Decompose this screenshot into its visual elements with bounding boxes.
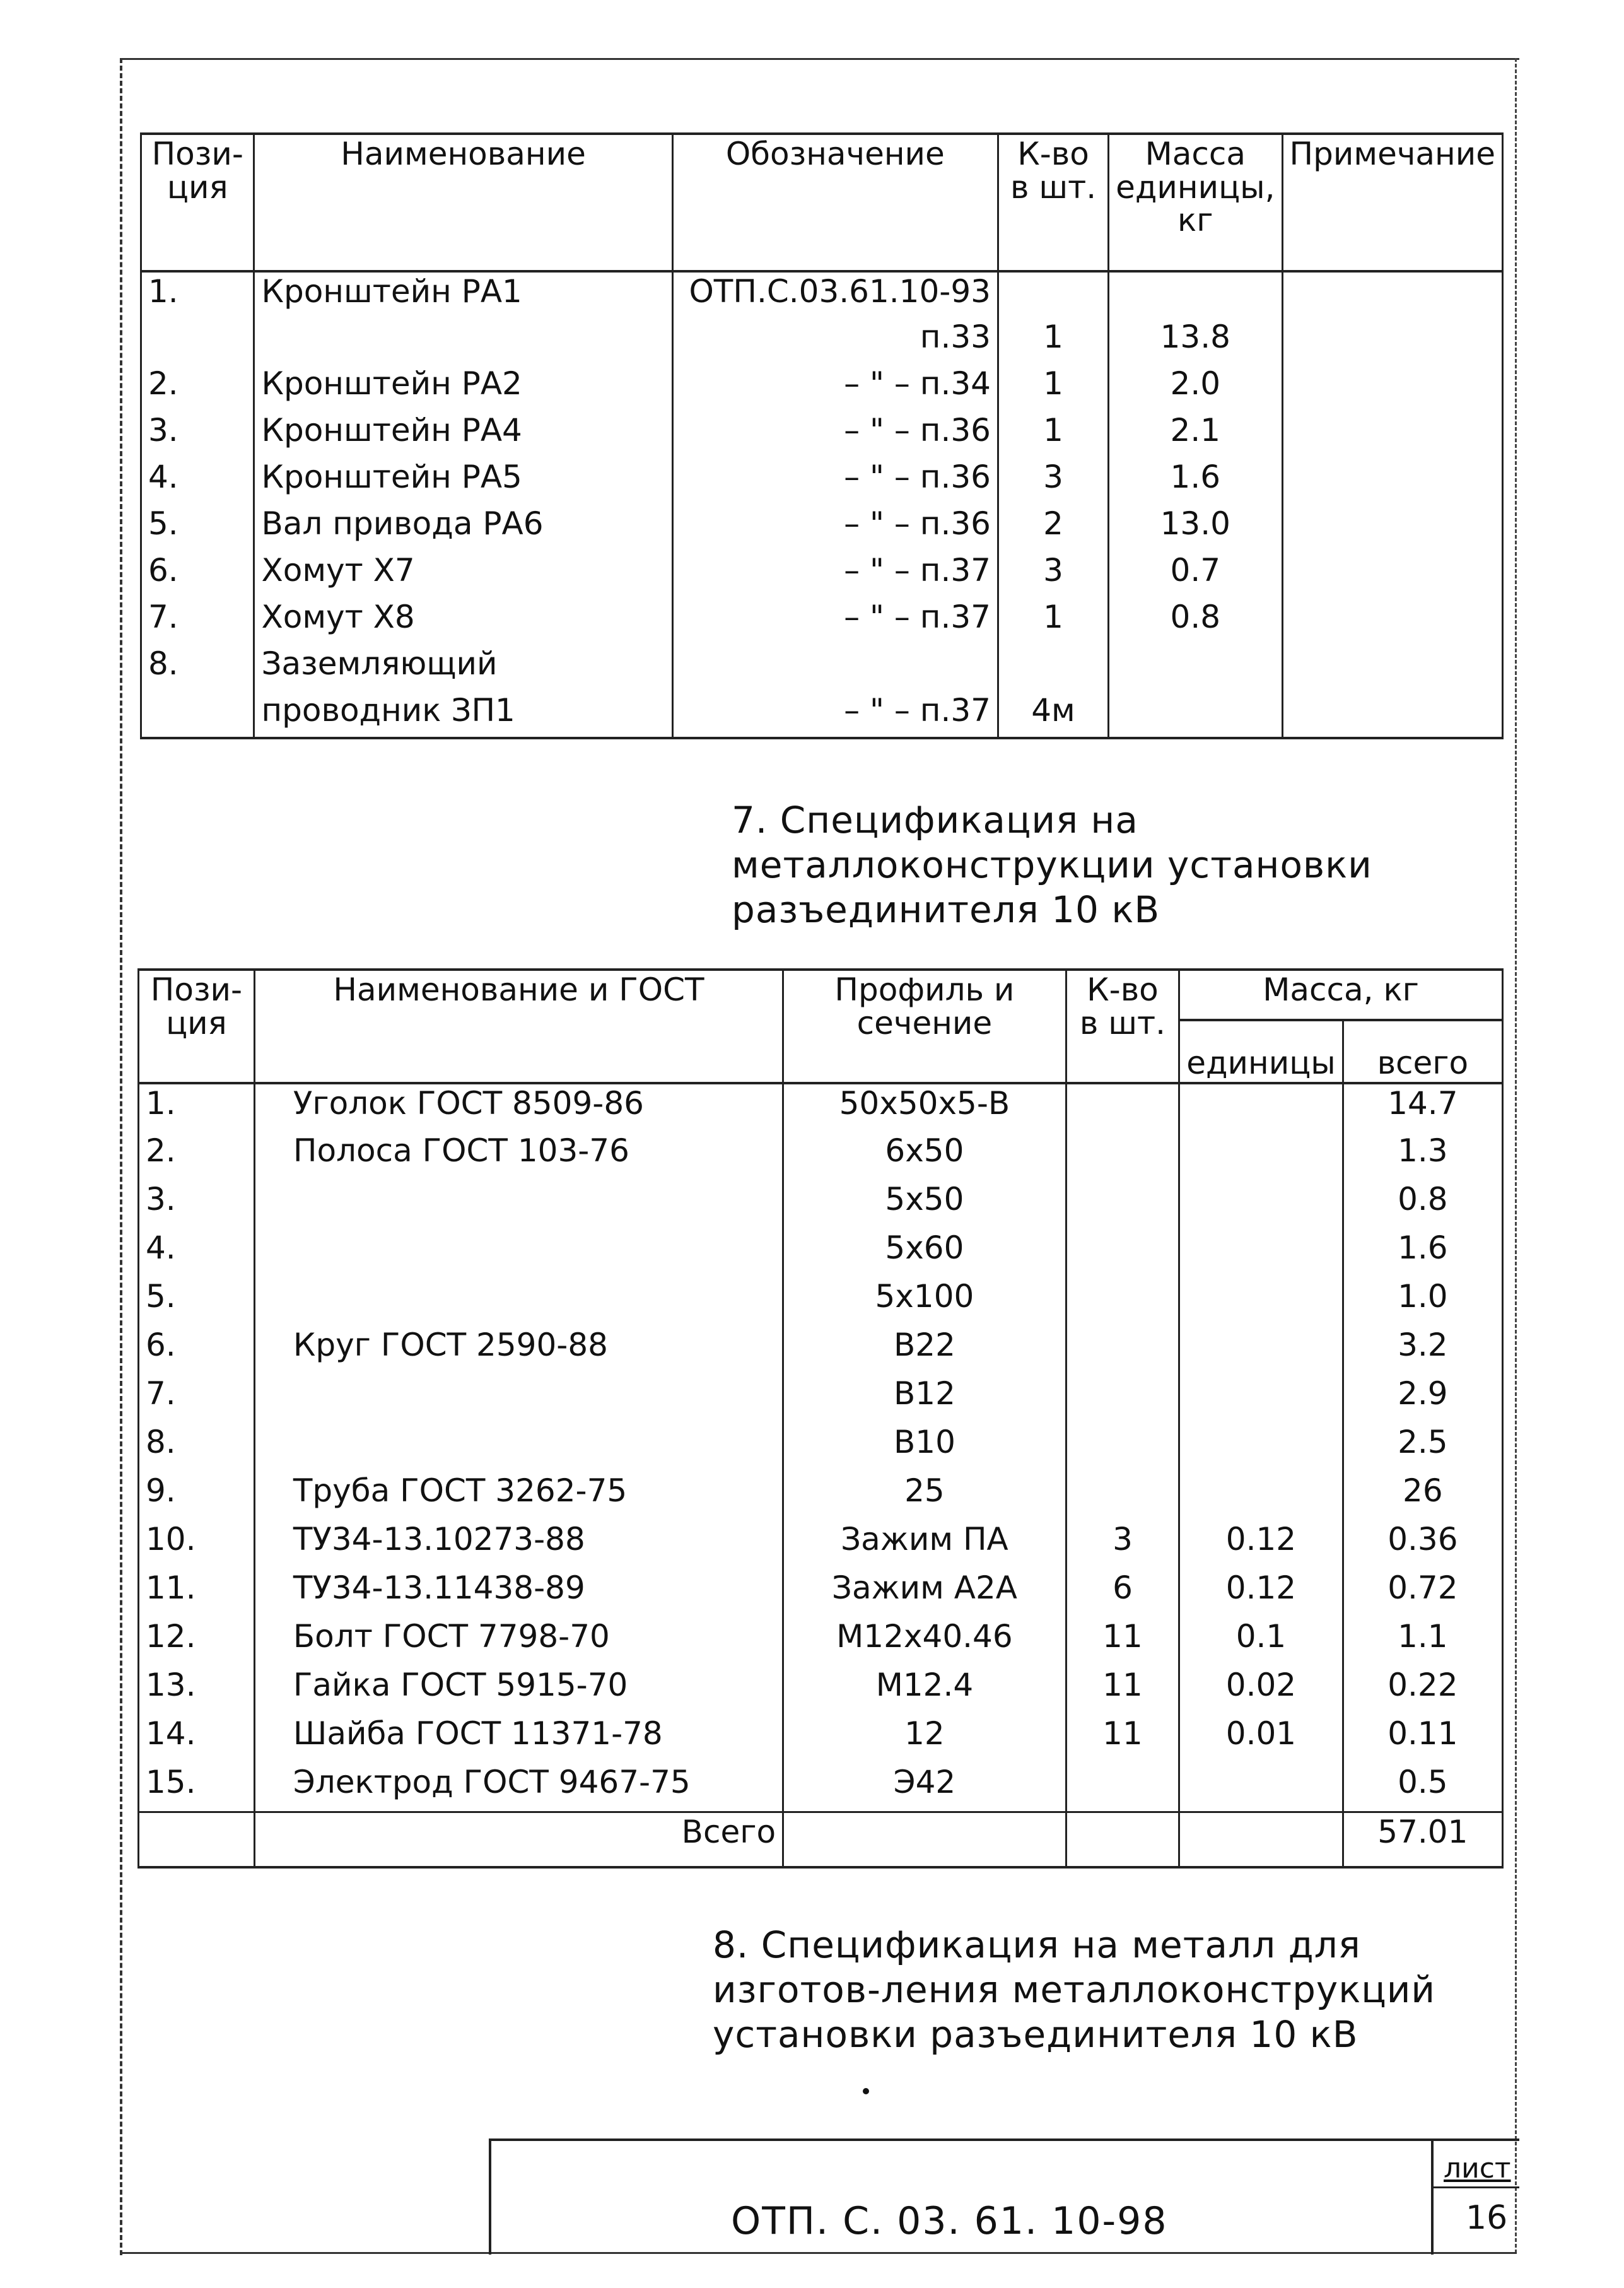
cell-note — [1282, 458, 1503, 505]
cell-quantity — [1066, 1423, 1179, 1472]
cell-profile: В12 — [783, 1375, 1066, 1423]
cell-unit-mass: 0.12 — [1179, 1520, 1343, 1569]
table-row — [141, 458, 1503, 505]
header-unit-mass: Масса единицы, кг — [1109, 134, 1282, 271]
table-row — [139, 1083, 1503, 1132]
cell-unit-mass: 13.8 — [1109, 318, 1282, 365]
cell-quantity: 1 — [998, 365, 1108, 411]
cell-quantity — [1066, 1229, 1179, 1277]
cell-total-mass: 0.72 — [1343, 1569, 1502, 1617]
table-row — [139, 1375, 1503, 1423]
table-row — [139, 1617, 1503, 1666]
cell-designation: ОТП.С.03.61.10-93 — [672, 271, 998, 318]
cell-quantity: 1 — [998, 598, 1108, 645]
cell-profile: Зажим ПА — [783, 1520, 1066, 1569]
sheet-label-underline — [1431, 2186, 1519, 2188]
cell-name: Кронштейн РА5 — [254, 458, 672, 505]
cell-unit-mass: 0.02 — [1179, 1666, 1343, 1715]
cell-designation: – " – п.36 — [672, 458, 998, 505]
cell-designation: – " – п.37 — [672, 598, 998, 645]
cell-position: 13. — [139, 1666, 255, 1715]
cell-name: Хомут Х7 — [254, 551, 672, 598]
cell-position: 7. — [139, 1375, 255, 1423]
cell-position: 1. — [139, 1083, 255, 1132]
cell-unit-mass: 2.1 — [1109, 411, 1282, 458]
cell-position: 9. — [139, 1472, 255, 1520]
cell-name: Кронштейн РА1 — [254, 271, 672, 318]
cell-name — [254, 1229, 783, 1277]
document-code: ОТП. С. 03. 61. 10-98 — [731, 2199, 1168, 2243]
table-8-caption: 8. Спецификация на металл для изготов-ления металлоконструкций установки разъединителя 10 кВ — [713, 1923, 1436, 2056]
cell-quantity: 11 — [1066, 1666, 1179, 1715]
cell-quantity — [1066, 1812, 1179, 1867]
cell-designation: – " – п.37 — [672, 551, 998, 598]
table-row — [139, 1229, 1503, 1277]
cell-position: 10. — [139, 1520, 255, 1569]
cell-profile: 5x100 — [783, 1277, 1066, 1326]
metal-materials-spec-table — [137, 968, 1504, 1869]
header-position: Пози- ция — [141, 134, 254, 271]
cell-quantity: 11 — [1066, 1715, 1179, 1763]
cell-quantity — [1066, 1375, 1179, 1423]
cell-total-mass: 0.36 — [1343, 1520, 1502, 1569]
cell-profile: 5x60 — [783, 1229, 1066, 1277]
header-quantity: К-во в шт. — [998, 134, 1108, 271]
header-name: Наименование — [254, 134, 672, 271]
cell-quantity: 6 — [1066, 1569, 1179, 1617]
cell-unit-mass — [1179, 1812, 1343, 1867]
cell-name: Гайка ГОСТ 5915-70 — [254, 1666, 783, 1715]
cell-note — [1282, 365, 1503, 411]
table-row — [139, 1569, 1503, 1617]
cell-quantity — [1066, 1472, 1179, 1520]
cell-quantity — [1066, 1083, 1179, 1132]
table-row — [139, 1423, 1503, 1472]
cell-unit-mass — [1179, 1083, 1343, 1132]
table-row — [139, 1520, 1503, 1569]
cell-quantity — [1066, 1763, 1179, 1812]
cell-unit-mass — [1179, 1423, 1343, 1472]
cell-unit-mass — [1109, 645, 1282, 691]
cell-position: 4. — [139, 1229, 255, 1277]
cell-quantity: 4м — [998, 691, 1108, 738]
table-row — [141, 645, 1503, 691]
cell-note — [1282, 551, 1503, 598]
cell-quantity — [998, 271, 1108, 318]
cell-name: ТУ34-13.10273-88 — [254, 1520, 783, 1569]
cell-total-mass: 0.8 — [1343, 1180, 1502, 1229]
cell-total-mass: 3.2 — [1343, 1326, 1502, 1375]
cell-position: 2. — [139, 1132, 255, 1180]
cell-name: ТУ34-13.11438-89 — [254, 1569, 783, 1617]
cell-unit-mass: 0.01 — [1179, 1715, 1343, 1763]
cell-unit-mass — [1179, 1472, 1343, 1520]
cell-name: Кронштейн РА4 — [254, 411, 672, 458]
table-row — [139, 1277, 1503, 1326]
cell-unit-mass — [1109, 271, 1282, 318]
cell-total-mass: 1.3 — [1343, 1132, 1502, 1180]
cell-quantity — [1066, 1326, 1179, 1375]
cell-designation: – " – п.36 — [672, 505, 998, 551]
cell-profile: 25 — [783, 1472, 1066, 1520]
cell-unit-mass — [1179, 1132, 1343, 1180]
cell-total-mass: 2.5 — [1343, 1423, 1502, 1472]
cell-profile: 6x50 — [783, 1132, 1066, 1180]
header-position: Пози- ция — [139, 970, 255, 1083]
cell-profile: Зажим А2А — [783, 1569, 1066, 1617]
cell-unit-mass: 13.0 — [1109, 505, 1282, 551]
cell-unit-mass — [1179, 1277, 1343, 1326]
cell-quantity — [1066, 1277, 1179, 1326]
cell-note — [1282, 691, 1503, 738]
cell-note — [1282, 271, 1503, 318]
table-row — [141, 691, 1503, 738]
cell-unit-mass — [1179, 1375, 1343, 1423]
cell-position: 15. — [139, 1763, 255, 1812]
cell-name — [254, 318, 672, 365]
header-profile: Профиль и сечение — [783, 970, 1066, 1083]
cell-name: Заземляющий — [254, 645, 672, 691]
table-row — [141, 598, 1503, 645]
cell-quantity: 3 — [998, 551, 1108, 598]
cell-quantity — [1066, 1132, 1179, 1180]
cell-designation: – " – п.37 — [672, 691, 998, 738]
cell-unit-mass — [1109, 691, 1282, 738]
sheet-number: 16 — [1466, 2199, 1508, 2237]
header-mass-unit: единицы — [1179, 1020, 1343, 1083]
cell-position — [141, 691, 254, 738]
cell-profile: 12 — [783, 1715, 1066, 1763]
cell-position — [141, 318, 254, 365]
cell-name: Болт ГОСТ 7798-70 — [254, 1617, 783, 1666]
cell-note — [1282, 598, 1503, 645]
header-mass-group: Масса, кг — [1179, 970, 1503, 1020]
cell-profile: 50x50x5-В — [783, 1083, 1066, 1132]
cell-position: 2. — [141, 365, 254, 411]
table-row — [139, 1472, 1503, 1520]
cell-position: 8. — [141, 645, 254, 691]
cell-name: Полоса ГОСТ 103-76 — [254, 1132, 783, 1180]
cell-name: Хомут Х8 — [254, 598, 672, 645]
cell-unit-mass: 2.0 — [1109, 365, 1282, 411]
cell-position: 4. — [141, 458, 254, 505]
title-block-divider — [1431, 2141, 1434, 2255]
cell-quantity: 3 — [1066, 1520, 1179, 1569]
cell-unit-mass: 0.12 — [1179, 1569, 1343, 1617]
table-row — [141, 318, 1503, 365]
cell-position: 7. — [141, 598, 254, 645]
cell-unit-mass: 0.7 — [1109, 551, 1282, 598]
cell-unit-mass: 0.8 — [1109, 598, 1282, 645]
cell-profile: М12.4 — [783, 1666, 1066, 1715]
cell-name: Электрод ГОСТ 9467-75 — [254, 1763, 783, 1812]
cell-profile: М12x40.46 — [783, 1617, 1066, 1666]
header-note: Примечание — [1282, 134, 1503, 271]
cell-quantity — [1066, 1180, 1179, 1229]
title-block — [489, 2138, 1519, 2255]
cell-designation: – " – п.34 — [672, 365, 998, 411]
sheet-label: лист — [1444, 2152, 1511, 2185]
cell-designation: – " – п.36 — [672, 411, 998, 458]
cell-quantity — [998, 645, 1108, 691]
cell-unit-mass — [1179, 1229, 1343, 1277]
cell-quantity: 3 — [998, 458, 1108, 505]
cell-total-mass: 1.1 — [1343, 1617, 1502, 1666]
cell-total-mass: 1.0 — [1343, 1277, 1502, 1326]
cell-profile: 5x50 — [783, 1180, 1066, 1229]
cell-total-mass: 26 — [1343, 1472, 1502, 1520]
cell-quantity: 11 — [1066, 1617, 1179, 1666]
cell-total-mass: 2.9 — [1343, 1375, 1502, 1423]
cell-note — [1282, 645, 1503, 691]
cell-position: 3. — [139, 1180, 255, 1229]
header-designation: Обозначение — [672, 134, 998, 271]
cell-position: 8. — [139, 1423, 255, 1472]
cell-position — [139, 1812, 255, 1867]
table-row — [139, 1132, 1503, 1180]
table-row — [141, 505, 1503, 551]
cell-name: проводник ЗП1 — [254, 691, 672, 738]
cell-name: Труба ГОСТ 3262-75 — [254, 1472, 783, 1520]
cell-position: 14. — [139, 1715, 255, 1763]
cell-quantity: 2 — [998, 505, 1108, 551]
cell-position: 12. — [139, 1617, 255, 1666]
cell-total-mass: 0.11 — [1343, 1715, 1502, 1763]
cell-position: 3. — [141, 411, 254, 458]
cell-note — [1282, 318, 1503, 365]
cell-position: 5. — [139, 1277, 255, 1326]
total-label: Всего — [254, 1812, 783, 1867]
cell-unit-mass — [1179, 1326, 1343, 1375]
cell-total-mass: 1.6 — [1343, 1229, 1502, 1277]
cell-profile — [783, 1812, 1066, 1867]
cell-name — [254, 1375, 783, 1423]
table-row — [141, 271, 1503, 318]
cell-unit-mass: 1.6 — [1109, 458, 1282, 505]
total-row — [139, 1812, 1503, 1867]
cell-profile: В22 — [783, 1326, 1066, 1375]
table-row — [139, 1715, 1503, 1763]
cell-position: 11. — [139, 1569, 255, 1617]
cell-unit-mass — [1179, 1763, 1343, 1812]
cell-unit-mass: 0.1 — [1179, 1617, 1343, 1666]
cell-note — [1282, 505, 1503, 551]
cell-position: 5. — [141, 505, 254, 551]
cell-name — [254, 1180, 783, 1229]
cell-name: Круг ГОСТ 2590-88 — [254, 1326, 783, 1375]
cell-name — [254, 1277, 783, 1326]
header-quantity: К-во в шт. — [1066, 970, 1179, 1083]
header-name-gost: Наименование и ГОСТ — [254, 970, 783, 1083]
cell-position: 6. — [141, 551, 254, 598]
cell-position: 6. — [139, 1326, 255, 1375]
cell-quantity: 1 — [998, 411, 1108, 458]
cell-total-mass: 0.22 — [1343, 1666, 1502, 1715]
cell-profile: В10 — [783, 1423, 1066, 1472]
table-row — [141, 551, 1503, 598]
cell-designation — [672, 645, 998, 691]
cell-name: Уголок ГОСТ 8509-86 — [254, 1083, 783, 1132]
cell-total-mass: 14.7 — [1343, 1083, 1502, 1132]
cell-name: Шайба ГОСТ 11371-78 — [254, 1715, 783, 1763]
cell-quantity: 1 — [998, 318, 1108, 365]
metal-structures-spec-table — [140, 132, 1504, 739]
table-row — [139, 1666, 1503, 1715]
total-value: 57.01 — [1343, 1812, 1502, 1867]
cell-position: 1. — [141, 271, 254, 318]
header-mass-total: всего — [1343, 1020, 1502, 1083]
cell-name: Кронштейн РА2 — [254, 365, 672, 411]
drawing-frame-right-edge — [1515, 58, 1517, 2253]
cell-profile: Э42 — [783, 1763, 1066, 1812]
table-row — [139, 1180, 1503, 1229]
cell-unit-mass — [1179, 1180, 1343, 1229]
cell-designation: п.33 — [672, 318, 998, 365]
cell-total-mass: 0.5 — [1343, 1763, 1502, 1812]
table-7-caption: 7. Спецификация на металлоконструкции установки разъединителя 10 кВ — [732, 799, 1372, 931]
cell-note — [1282, 411, 1503, 458]
table-row — [141, 365, 1503, 411]
table-row — [139, 1763, 1503, 1812]
cell-name — [254, 1423, 783, 1472]
table-row — [141, 411, 1503, 458]
ink-dot — [863, 2088, 869, 2094]
table-row — [139, 1326, 1503, 1375]
cell-name: Вал привода РА6 — [254, 505, 672, 551]
